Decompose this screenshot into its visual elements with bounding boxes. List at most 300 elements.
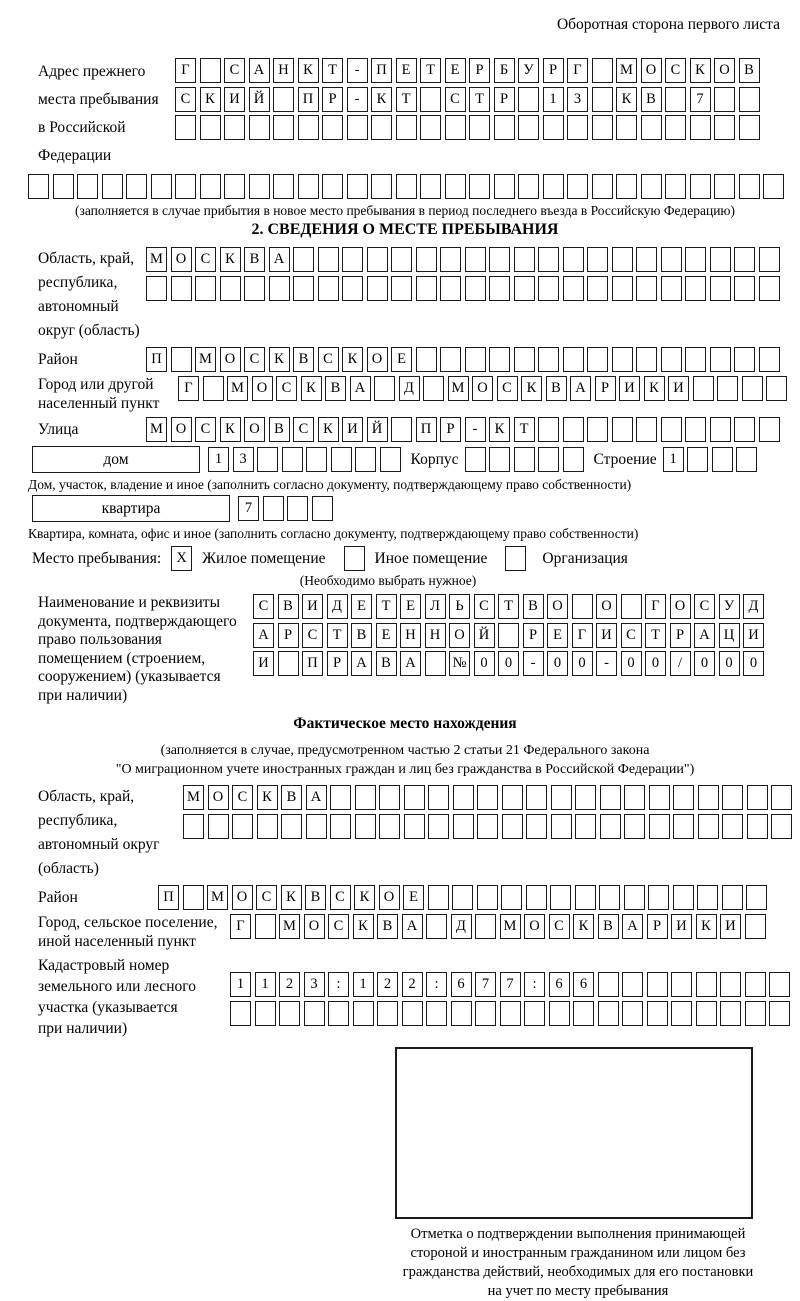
char-box: [563, 347, 584, 372]
char-box: П: [298, 87, 319, 112]
char-box: [598, 972, 619, 997]
char-box: Р: [469, 58, 490, 83]
prev-address-label: Адрес прежнего места пребывания в Российской Федерации: [38, 63, 159, 164]
char-box: О: [171, 417, 192, 442]
char-box: [746, 885, 767, 910]
char-box: [647, 972, 668, 997]
char-box: В: [351, 623, 372, 648]
char-box: [304, 1001, 325, 1026]
stroenie-cells: [663, 447, 758, 472]
char-box: [636, 247, 657, 272]
char-box: [624, 885, 645, 910]
char-box: К: [644, 376, 665, 401]
char-box: К: [257, 785, 278, 810]
char-box: Т: [420, 58, 441, 83]
char-box: [771, 814, 792, 839]
char-box: Д: [399, 376, 420, 401]
char-box: К: [298, 58, 319, 83]
char-box: О: [472, 376, 493, 401]
char-box: [745, 914, 766, 939]
char-box: [175, 174, 196, 199]
char-box: С: [244, 347, 265, 372]
char-box: [673, 814, 694, 839]
doc-rows: [253, 594, 764, 676]
ulitsa-row: [146, 417, 780, 442]
char-box: [353, 1001, 374, 1026]
char-box: [621, 594, 642, 619]
char-box: К: [616, 87, 637, 112]
char-box: О: [547, 594, 568, 619]
char-box: [489, 276, 510, 301]
char-box: В: [377, 914, 398, 939]
char-box: [102, 174, 123, 199]
char-box: [518, 87, 539, 112]
char-box: [273, 174, 294, 199]
char-box: 1: [208, 447, 229, 472]
char-box: [502, 785, 523, 810]
oblast-field: [28, 247, 782, 343]
char-box: [477, 814, 498, 839]
char-box: [769, 972, 790, 997]
char-box: [344, 546, 365, 571]
char-box: [404, 814, 425, 839]
char-box: [282, 447, 303, 472]
char-box: К: [269, 347, 290, 372]
char-box: 1: [255, 972, 276, 997]
char-box: [687, 447, 708, 472]
char-box: [77, 174, 98, 199]
char-box: В: [244, 247, 265, 272]
char-box: [342, 247, 363, 272]
char-box: В: [325, 376, 346, 401]
char-box: [551, 785, 572, 810]
char-box: Т: [327, 623, 348, 648]
char-box: [647, 1001, 668, 1026]
char-box: [379, 785, 400, 810]
doc-row-2: [253, 623, 764, 648]
raion2-label: Район: [38, 889, 78, 906]
char-box: Г: [645, 594, 666, 619]
char-box: -: [347, 87, 368, 112]
char-box: В: [598, 914, 619, 939]
char-box: Р: [670, 623, 691, 648]
char-box: [526, 885, 547, 910]
zhiloe-checkbox: [171, 546, 192, 571]
char-box: [612, 347, 633, 372]
char-box: [665, 174, 686, 199]
char-box: А: [350, 376, 371, 401]
char-box: [720, 1001, 741, 1026]
char-box: Е: [445, 58, 466, 83]
char-box: А: [400, 651, 421, 676]
char-box: [445, 174, 466, 199]
char-box: [331, 447, 352, 472]
char-box: С: [497, 376, 518, 401]
dom-box: дом: [32, 446, 200, 473]
char-box: К: [220, 247, 241, 272]
char-box: [685, 247, 706, 272]
char-box: [374, 376, 395, 401]
char-box: И: [224, 87, 245, 112]
char-box: [396, 174, 417, 199]
char-box: [551, 814, 572, 839]
char-box: С: [318, 347, 339, 372]
char-box: Е: [376, 623, 397, 648]
char-box: [766, 376, 787, 401]
doc-row-1: [253, 594, 764, 619]
char-box: 1: [663, 447, 684, 472]
char-box: [572, 594, 593, 619]
char-box: [306, 814, 327, 839]
char-box: [391, 417, 412, 442]
char-box: [273, 87, 294, 112]
char-box: [428, 785, 449, 810]
char-box: [622, 1001, 643, 1026]
char-box: [269, 276, 290, 301]
char-box: [281, 814, 302, 839]
oblast2-field: [28, 785, 782, 881]
char-box: [649, 814, 670, 839]
char-box: [612, 276, 633, 301]
stroenie-label: Строение: [593, 450, 657, 468]
char-box: [690, 174, 711, 199]
char-box: М: [500, 914, 521, 939]
char-box: С: [621, 623, 642, 648]
oblast2-label: Область, край, республика, автономный округ (область): [38, 788, 160, 877]
char-box: А: [402, 914, 423, 939]
char-box: [514, 447, 535, 472]
char-box: Т: [498, 594, 519, 619]
char-box: С: [665, 58, 686, 83]
kvartira-box: квартира: [32, 495, 230, 522]
char-box: [587, 247, 608, 272]
char-box: К: [281, 885, 302, 910]
char-box: О: [641, 58, 662, 83]
char-box: [183, 885, 204, 910]
char-box: [518, 174, 539, 199]
gorod2-label: Город, сельское поселение, иной населенный пункт: [38, 914, 218, 950]
char-box: К: [354, 885, 375, 910]
char-box: [347, 174, 368, 199]
gorod2-row: [230, 914, 766, 939]
char-box: [710, 247, 731, 272]
char-box: [734, 417, 755, 442]
char-box: И: [253, 651, 274, 676]
dom-cells: [208, 447, 401, 472]
char-box: :: [524, 972, 545, 997]
char-box: [208, 814, 229, 839]
char-box: У: [518, 58, 539, 83]
char-box: 1: [543, 87, 564, 112]
char-box: [567, 174, 588, 199]
char-box: [698, 785, 719, 810]
char-box: [200, 58, 221, 83]
char-box: С: [224, 58, 245, 83]
char-box: В: [281, 785, 302, 810]
char-box: [465, 347, 486, 372]
mesto-note: (Необходимо выбрать нужное): [299, 573, 477, 588]
char-box: [489, 447, 510, 472]
char-box: В: [376, 651, 397, 676]
kvartira-cells: [238, 496, 333, 521]
char-box: [698, 814, 719, 839]
char-box: [451, 1001, 472, 1026]
char-box: К: [521, 376, 542, 401]
char-box: 7: [500, 972, 521, 997]
char-box: [428, 885, 449, 910]
char-box: М: [146, 417, 167, 442]
prev-address-row-2: [175, 87, 760, 112]
char-box: [404, 785, 425, 810]
char-box: Е: [396, 58, 417, 83]
char-box: О: [208, 785, 229, 810]
char-box: [195, 276, 216, 301]
char-box: 7: [475, 972, 496, 997]
char-box: [720, 972, 741, 997]
char-box: Т: [376, 594, 397, 619]
char-box: Д: [327, 594, 348, 619]
char-box: О: [379, 885, 400, 910]
kadastr-field: [28, 955, 782, 1039]
char-box: [616, 115, 637, 140]
char-box: Т: [322, 58, 343, 83]
char-box: С: [474, 594, 495, 619]
char-box: [355, 785, 376, 810]
korpus-cells: [465, 447, 584, 472]
char-box: К: [342, 347, 363, 372]
char-box: [514, 347, 535, 372]
org-label: Организация: [542, 549, 628, 567]
gorod-label: Город или другой населенный пункт: [38, 376, 160, 412]
char-box: [616, 174, 637, 199]
char-box: [538, 447, 559, 472]
char-box: К: [489, 417, 510, 442]
char-box: О: [714, 58, 735, 83]
char-box: [465, 447, 486, 472]
char-box: 2: [377, 972, 398, 997]
char-box: [671, 1001, 692, 1026]
char-box: С: [293, 417, 314, 442]
char-box: [322, 174, 343, 199]
char-box: [717, 376, 738, 401]
char-box: М: [279, 914, 300, 939]
prev-address-row-1: [175, 58, 760, 83]
char-box: Г: [230, 914, 251, 939]
char-box: Р: [595, 376, 616, 401]
char-box: С: [276, 376, 297, 401]
char-box: А: [351, 651, 372, 676]
char-box: [592, 58, 613, 83]
char-box: X: [171, 546, 192, 571]
char-box: К: [318, 417, 339, 442]
char-box: Р: [523, 623, 544, 648]
dom-row: [32, 446, 782, 473]
char-box: И: [342, 417, 363, 442]
char-box: К: [371, 87, 392, 112]
char-box: 6: [573, 972, 594, 997]
char-box: К: [200, 87, 221, 112]
char-box: :: [426, 972, 447, 997]
char-box: [426, 914, 447, 939]
char-box: [220, 276, 241, 301]
char-box: К: [220, 417, 241, 442]
char-box: [489, 247, 510, 272]
char-box: А: [269, 247, 290, 272]
char-box: [771, 785, 792, 810]
char-box: [416, 347, 437, 372]
char-box: [279, 1001, 300, 1026]
char-box: С: [549, 914, 570, 939]
char-box: Е: [391, 347, 412, 372]
char-box: [500, 1001, 521, 1026]
char-box: М: [207, 885, 228, 910]
char-box: Р: [322, 87, 343, 112]
char-box: С: [694, 594, 715, 619]
char-box: Н: [273, 58, 294, 83]
char-box: [494, 115, 515, 140]
char-box: [278, 651, 299, 676]
char-box: [330, 785, 351, 810]
char-box: [671, 972, 692, 997]
char-box: В: [546, 376, 567, 401]
char-box: [440, 347, 461, 372]
char-box: [514, 276, 535, 301]
char-box: [452, 885, 473, 910]
char-box: 6: [451, 972, 472, 997]
char-box: [575, 785, 596, 810]
char-box: Г: [175, 58, 196, 83]
char-box: [661, 247, 682, 272]
char-box: Т: [396, 87, 417, 112]
zhiloe-label: Жилое помещение: [202, 549, 326, 567]
char-box: К: [696, 914, 717, 939]
char-box: [425, 651, 446, 676]
char-box: [648, 885, 669, 910]
char-box: [524, 1001, 545, 1026]
kadastr-row-2: [230, 1001, 790, 1026]
char-box: О: [670, 594, 691, 619]
char-box: М: [448, 376, 469, 401]
char-box: С: [232, 785, 253, 810]
char-box: [28, 174, 49, 199]
char-box: [563, 276, 584, 301]
char-box: [453, 814, 474, 839]
char-box: [538, 276, 559, 301]
char-box: [322, 115, 343, 140]
char-box: [600, 814, 621, 839]
char-box: [722, 885, 743, 910]
char-box: И: [302, 594, 323, 619]
char-box: [287, 496, 308, 521]
char-box: А: [306, 785, 327, 810]
char-box: [440, 276, 461, 301]
char-box: 0: [572, 651, 593, 676]
char-box: [428, 814, 449, 839]
char-box: [526, 785, 547, 810]
char-box: [665, 115, 686, 140]
char-box: [745, 1001, 766, 1026]
char-box: В: [305, 885, 326, 910]
char-box: О: [524, 914, 545, 939]
char-box: В: [523, 594, 544, 619]
char-box: [342, 276, 363, 301]
char-box: О: [449, 623, 470, 648]
char-box: [151, 174, 172, 199]
oblast-row-2: [146, 276, 780, 301]
char-box: И: [619, 376, 640, 401]
char-box: [685, 276, 706, 301]
prev-address-note: (заполняется в случае прибытия в новое место пребывания в период последнего въезда в Российскую Федерацию): [74, 203, 736, 218]
char-box: С: [253, 594, 274, 619]
char-box: [649, 785, 670, 810]
char-box: Е: [403, 885, 424, 910]
char-box: [514, 247, 535, 272]
gorod2-field: [28, 914, 782, 951]
char-box: Р: [494, 87, 515, 112]
char-box: Й: [367, 417, 388, 442]
char-box: Ь: [449, 594, 470, 619]
char-box: [599, 885, 620, 910]
char-box: С: [195, 417, 216, 442]
gorod-row: [178, 376, 787, 401]
char-box: [420, 174, 441, 199]
char-box: К: [301, 376, 322, 401]
char-box: [328, 1001, 349, 1026]
char-box: Е: [547, 623, 568, 648]
char-box: [759, 247, 780, 272]
raion-row: [146, 347, 780, 372]
char-box: [622, 972, 643, 997]
char-box: [391, 276, 412, 301]
char-box: 7: [238, 496, 259, 521]
char-box: [494, 174, 515, 199]
char-box: [244, 276, 265, 301]
char-box: П: [371, 58, 392, 83]
char-box: [573, 1001, 594, 1026]
char-box: А: [570, 376, 591, 401]
char-box: [53, 174, 74, 199]
char-box: [710, 417, 731, 442]
char-box: [306, 447, 327, 472]
mesto-label: Место пребывания:: [32, 549, 162, 567]
char-box: 1: [230, 972, 251, 997]
char-box: [734, 276, 755, 301]
char-box: С: [330, 885, 351, 910]
char-box: 6: [549, 972, 570, 997]
char-box: [477, 885, 498, 910]
char-box: Т: [469, 87, 490, 112]
char-box: В: [641, 87, 662, 112]
char-box: [739, 174, 760, 199]
prev-address-row-4: [28, 174, 782, 199]
char-box: Д: [451, 914, 472, 939]
char-box: [722, 814, 743, 839]
char-box: [747, 785, 768, 810]
stamp-note: Отметка о подтверждении выполнения принимающей стороной и иностранным гражданином или лицом без гражданства действий, необходимых для его постановки на учет по месту пребывания: [402, 1226, 754, 1299]
char-box: [696, 972, 717, 997]
char-box: [255, 1001, 276, 1026]
char-box: А: [249, 58, 270, 83]
oblast2-row-2: [183, 814, 792, 839]
char-box: [380, 447, 401, 472]
char-box: [747, 814, 768, 839]
char-box: [696, 1001, 717, 1026]
char-box: [742, 376, 763, 401]
char-box: [312, 496, 333, 521]
char-box: [249, 115, 270, 140]
char-box: 0: [645, 651, 666, 676]
char-box: [714, 174, 735, 199]
